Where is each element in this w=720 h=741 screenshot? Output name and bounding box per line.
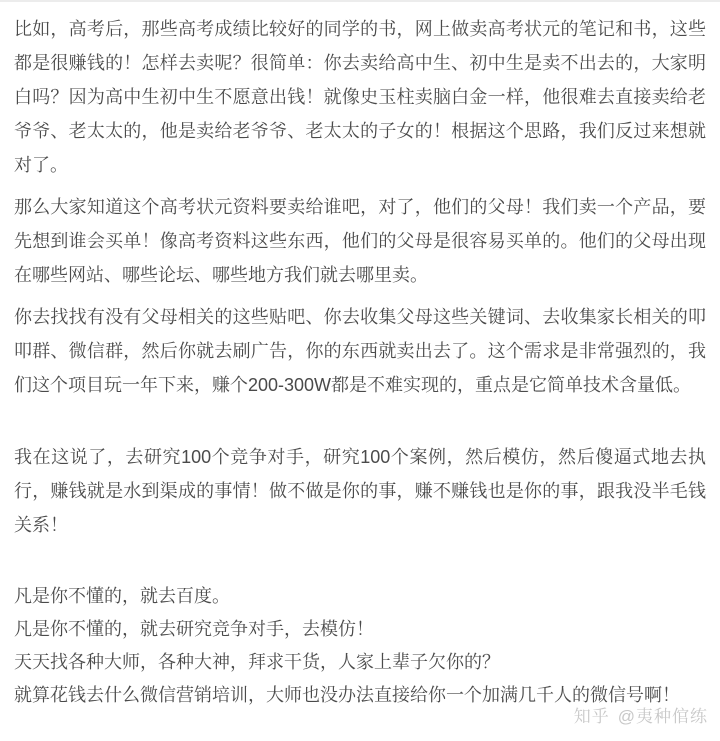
line-gurus: 天天找各种大师，各种大神，拜求干货，人家上辈子欠你的？ xyxy=(14,652,500,672)
zhihu-watermark xyxy=(574,702,708,727)
zhihu-watermark-site: 知乎 xyxy=(573,707,610,726)
paragraph-sell-to-parents: 那么大家知道这个高考状元资料要卖给谁吧，对了，他们的父母！我们卖一个产品，要先想到谁会买单！像高考资料这些东西，他们的父母是很容易买单的。他们的父母出现在哪些网站、哪些论坛、哪些地方我们就去哪里卖。 xyxy=(14,197,706,285)
paragraph-study-competitors: 我在这说了，去研究100个竞争对手，研究100个案例，然后模仿，然后傻逼式地去执行，赚钱就是水到渠成的事情！做不做是你的事，赚不赚钱也是你的事，跟我没半毛钱关系！ xyxy=(14,447,706,535)
zhihu-watermark-handle: @夷种倌练 xyxy=(617,707,708,726)
line-imitate: 凡是你不懂的，就去研究竞争对手，去模仿！ xyxy=(14,619,374,639)
paragraph-spacer xyxy=(14,550,706,580)
paragraph-gaokao-intro: 比如，高考后，那些高考成绩比较好的同学的书，网上做卖高考状元的笔记和书，这些都是很赚钱的！怎样去卖呢？很简单：你去卖给高中生、初中生是卖不出去的，大家明白吗？因为高中生初中生不愿意出钱！就像史玉柱卖脑白金一样，他很难去直接卖给老爷爷、老太太的，他是卖给老爷爷、老太太的子女的！根据这个思路，我们反过来想就对了。 xyxy=(14,19,706,175)
closing-lines xyxy=(14,580,706,712)
line-wechat-training: 就算花钱去什么微信营销培训，大师也没办法直接给你一个加满几千人的微信号啊！ xyxy=(14,685,680,705)
paragraph-spacer xyxy=(14,410,706,440)
line-baidu: 凡是你不懂的，就去百度。 xyxy=(14,586,230,606)
article-body xyxy=(14,12,706,712)
paragraph-find-channels: 你去找找有没有父母相关的这些贴吧、你去收集父母这些关键词、去收集家长相关的叩叩群、微信群，然后你就去刷广告，你的东西就卖出去了。这个需求是非常强烈的，我们这个项目玩一年下来，赚个200-300W都是不难实现的，重点是它简单技术含量低。 xyxy=(14,307,706,395)
